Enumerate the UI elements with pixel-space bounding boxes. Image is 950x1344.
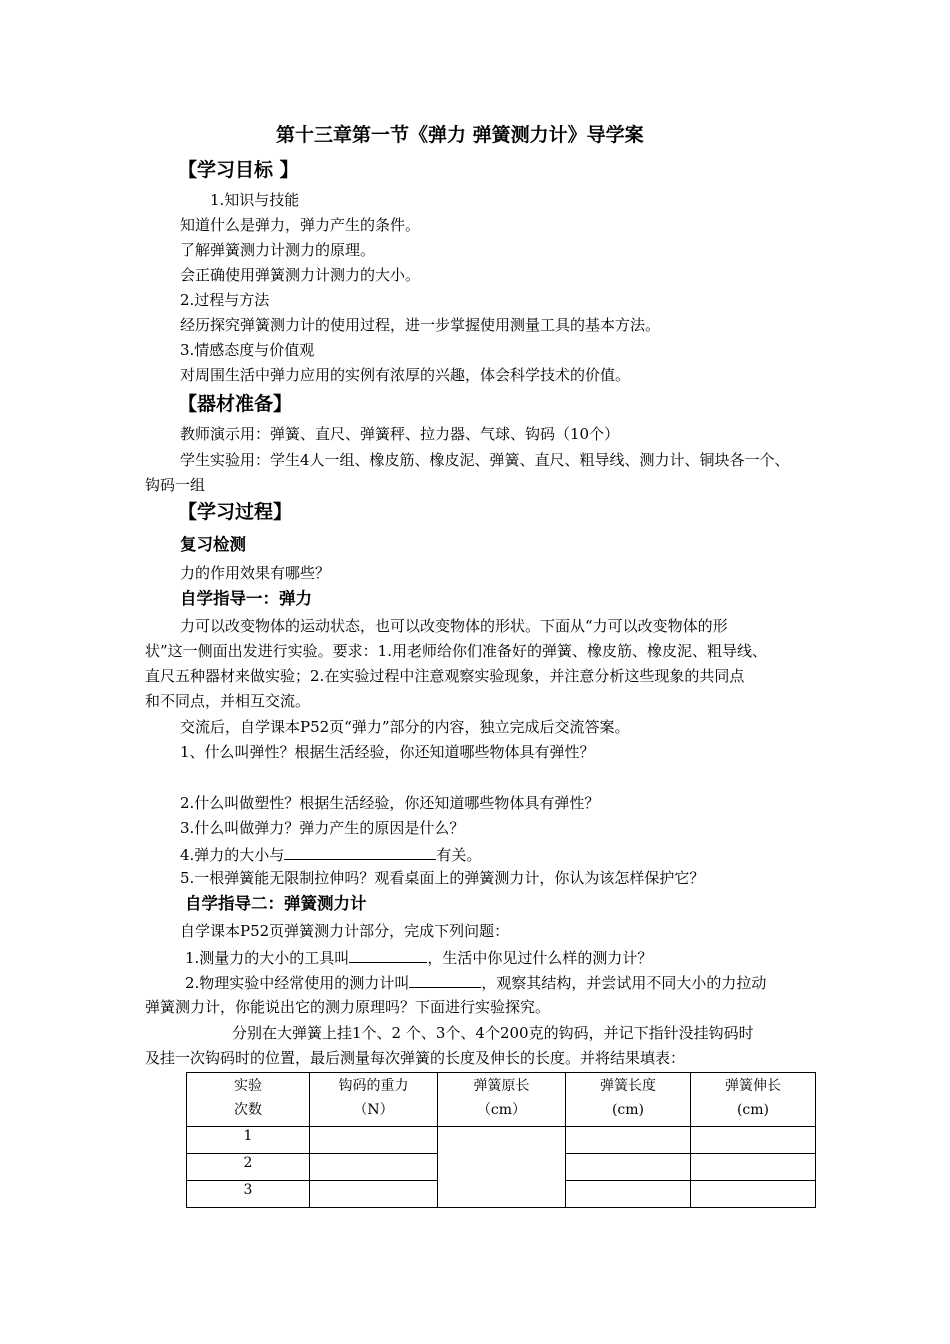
- table-header-row: [187, 1073, 816, 1127]
- materials-student-cont: 钩码一组: [145, 476, 206, 494]
- guide2-question-2-text: 2.物理实验中经常使用的测力计叫: [185, 974, 410, 992]
- guide1-title: 自学指导一：弹力: [180, 589, 312, 608]
- guide1-instruction: 交流后，自学课本P52页“弹力”部分的内容，独立完成后交流答案。: [180, 718, 630, 736]
- table-cell[interactable]: [566, 1181, 691, 1208]
- guide2-question-2: [185, 971, 766, 993]
- objective-section-2: 2.过程与方法: [180, 291, 270, 309]
- question-1: 1、什么叫弹性？根据生活经验，你还知道哪些物体具有弹性？: [180, 743, 595, 761]
- objective-line: 知道什么是弹力，弹力产生的条件。: [180, 216, 421, 234]
- question-5: 5.一根弹簧能无限制拉伸吗？观看桌面上的弹簧测力计，你认为该怎样保护它？: [180, 869, 705, 887]
- table-row: [187, 1127, 816, 1154]
- process-heading: 【学习过程】: [178, 501, 293, 523]
- review-title: 复习检测: [180, 535, 246, 554]
- guide1-paragraph: 和不同点，并相互交流。: [145, 692, 311, 710]
- guide1-paragraph: 直尺五种器材来做实验；2.在实验过程中注意观察实验现象，并注意分析这些现象的共同点: [145, 667, 745, 685]
- guide2-question-2-cont: 弹簧测力计，你能说出它的测力原理吗？下面进行实验探究。: [145, 998, 551, 1016]
- materials-student: 学生实验用：学生4人一组、橡皮筋、橡皮泥、弹簧、直尺、粗导线、测力计、铜块各一个、: [180, 451, 790, 469]
- objective-section-3: 3.情感态度与价值观: [180, 341, 315, 359]
- materials-teacher: 教师演示用：弹簧、直尺、弹簧秤、拉力器、气球、钩码（10个）: [180, 425, 620, 443]
- table-cell[interactable]: [310, 1154, 438, 1181]
- fill-blank[interactable]: [349, 946, 427, 963]
- experiment-instruction-cont: 及挂一次钩码时的位置，最后测量每次弹簧的长度及伸长的长度。并将结果填表：: [145, 1049, 686, 1067]
- header-cell: 弹簧伸长 (cm): [691, 1073, 816, 1127]
- guide1-paragraph: 状”这一侧面出发进行实验。要求：1.用老师给你们准备好的弹簧、橡皮筋、橡皮泥、粗导线、: [145, 642, 767, 660]
- review-question: 力的作用效果有哪些？: [180, 564, 331, 582]
- table-cell-merged[interactable]: [438, 1127, 566, 1208]
- table-cell[interactable]: [691, 1154, 816, 1181]
- fill-blank[interactable]: [284, 843, 436, 860]
- objective-section-1: 1.知识与技能: [210, 191, 300, 209]
- question-4: [180, 843, 481, 865]
- table-cell[interactable]: [566, 1127, 691, 1154]
- page-title: 第十三章第一节《弹力 弹簧测力计》导学案: [276, 124, 644, 146]
- row-number: 3: [187, 1181, 310, 1208]
- table-cell[interactable]: [691, 1127, 816, 1154]
- objective-line: 对周围生活中弹力应用的实例有浓厚的兴趣，体会科学技术的价值。: [180, 366, 631, 384]
- guide2-question-1: [185, 946, 652, 968]
- fill-blank[interactable]: [409, 971, 481, 988]
- header-cell: 钩码的重力 （N）: [310, 1073, 438, 1127]
- objectives-heading: 【学习目标 】: [178, 159, 299, 181]
- guide2-question-2-text-end: ，观察其结构，并尝试用不同大小的力拉动: [481, 974, 767, 992]
- guide2-title: 自学指导二：弹簧测力计: [185, 894, 367, 913]
- question-4-text: 4.弹力的大小与: [180, 846, 285, 864]
- table-cell[interactable]: [310, 1127, 438, 1154]
- header-cell: 弹簧长度 (cm): [566, 1073, 691, 1127]
- guide2-instruction: 自学课本P52页弹簧测力计部分，完成下列问题：: [180, 922, 510, 940]
- objective-line: 了解弹簧测力计测力的原理。: [180, 241, 376, 259]
- table-cell[interactable]: [566, 1154, 691, 1181]
- question-3: 3.什么叫做弹力？弹力产生的原因是什么？: [180, 819, 465, 837]
- header-cell: 弹簧原长 （cm）: [438, 1073, 566, 1127]
- question-4-text-end: 有关。: [436, 846, 482, 864]
- objective-line: 会正确使用弹簧测力计测力的大小。: [180, 266, 421, 284]
- row-number: 1: [187, 1127, 310, 1154]
- table-cell[interactable]: [310, 1181, 438, 1208]
- guide2-question-1-text: 1.测量力的大小的工具叫: [185, 949, 350, 967]
- materials-heading: 【器材准备】: [178, 393, 293, 415]
- guide2-question-1-text-end: ，生活中你见过什么样的测力计？: [427, 949, 653, 967]
- results-table: [186, 1072, 816, 1208]
- guide1-paragraph: 力可以改变物体的运动状态，也可以改变物体的形状。下面从“力可以改变物体的形: [180, 617, 728, 635]
- question-2: 2.什么叫做塑性？根据生活经验，你还知道哪些物体具有弹性？: [180, 794, 600, 812]
- row-number: 2: [187, 1154, 310, 1181]
- experiment-instruction: 分别在大弹簧上挂1个、2 个、3个、4个200克的钩码，并记下指针没挂钩码时: [232, 1024, 754, 1042]
- header-cell: 实验 次数: [187, 1073, 310, 1127]
- objective-line: 经历探究弹簧测力计的使用过程，进一步掌握使用测量工具的基本方法。: [180, 316, 661, 334]
- table-cell[interactable]: [691, 1181, 816, 1208]
